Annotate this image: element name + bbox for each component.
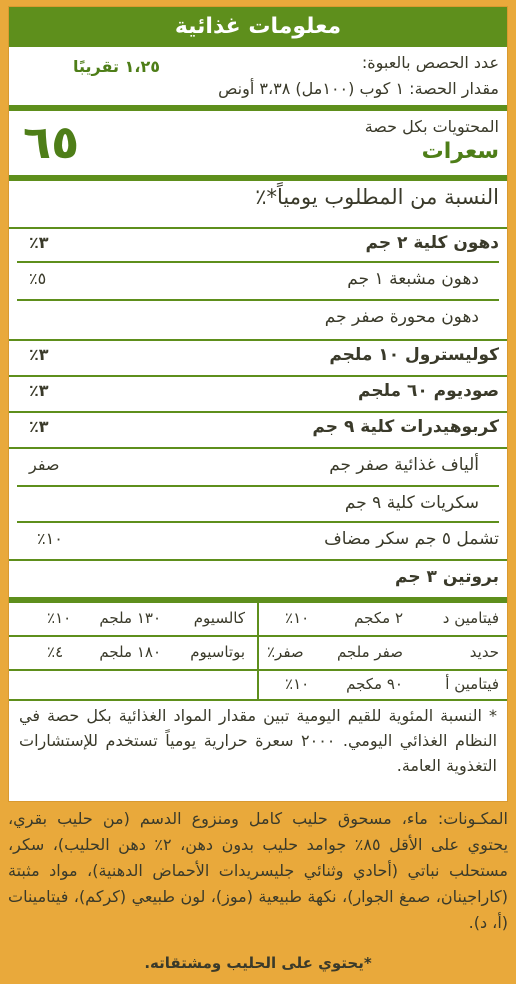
sodium-label: صوديوم ٦٠ ملجم	[358, 381, 499, 401]
divider	[9, 411, 507, 413]
saturated-fat-dv: ٥٪	[29, 269, 47, 288]
vitamin-a-amount: ٩٠ مكجم	[346, 675, 403, 693]
carbohydrates-label: كربوهيدرات كلية ٩ جم	[312, 417, 499, 437]
potassium-amount: ١٨٠ ملجم	[99, 643, 161, 661]
divider	[17, 299, 499, 301]
fiber-dv: صفر	[29, 455, 60, 474]
serving-size: مقدار الحصة: ١ كوب (١٠٠مل) ٣،٣٨ أونص	[218, 79, 499, 98]
cholesterol-dv: ٣٪	[29, 345, 49, 364]
vitamin-d-dv: ١٠٪	[285, 609, 310, 627]
iron-amount: صفر ملجم	[336, 643, 403, 661]
servings-value: ١،٢٥ تقريبًا	[73, 57, 160, 76]
allergen-statement: *يحتوي على الحليب ومشتقاته.	[144, 954, 372, 972]
potassium-dv: ٤٪	[47, 643, 64, 661]
divider-thick	[9, 105, 507, 111]
added-sugar-label: تشمل ٥ جم سكر مضاف	[324, 529, 499, 549]
iron-name: حديد	[469, 643, 499, 661]
ingredients-text: المكـونات: ماء، مسحوق حليب كامل ومنزوع الدسم (من حليب بقري، يحتوي على الأقل ٨٥٪ جوامد حليب بدون دهن، ٢٪ دهن الحليب)، سكر، مستحلب نباتي (أحادي وثنائي جليسريدات الأحماض الدهنية)، مواد مثبتة (كاراجينان، صمغ الجوار)، نكهة طبيعية (موز)، لون طبيعي (كركم)، فيتامينات (أ، د).	[8, 809, 509, 932]
calcium-name: كالسيوم	[193, 609, 245, 627]
divider	[9, 669, 507, 671]
divider	[17, 261, 499, 263]
divider	[17, 485, 499, 487]
divider	[9, 375, 507, 377]
vitamin-d-amount: ٢ مكجم	[354, 609, 403, 627]
cholesterol-label: كوليسترول ١٠ ملجم	[329, 345, 499, 365]
servings-label: عدد الحصص بالعبوة:	[361, 53, 499, 72]
divider	[9, 227, 507, 229]
carbohydrates-dv: ٣٪	[29, 417, 49, 436]
divider	[17, 521, 499, 523]
vitamin-a-dv: ١٠٪	[285, 675, 310, 693]
divider	[9, 699, 507, 701]
protein-label: بروتين ٣ جم	[395, 567, 499, 587]
fiber-label: ألياف غذائية صفر جم	[329, 455, 479, 475]
potassium-name: بوتاسيوم	[190, 643, 245, 661]
calories-value: ٦٥	[23, 115, 80, 169]
total-fat-label: دهون كلية ٢ جم	[365, 233, 499, 253]
divider-thick	[9, 175, 507, 181]
sodium-dv: ٣٪	[29, 381, 49, 400]
calcium-amount: ١٣٠ ملجم	[99, 609, 161, 627]
iron-dv: صفر٪	[267, 643, 304, 661]
trans-fat-label: دهون محورة صفر جم	[324, 307, 479, 327]
nutrition-title: معلومات غذائية	[9, 7, 507, 47]
nutrition-facts-panel	[8, 6, 508, 802]
saturated-fat-label: دهون مشبعة ١ جم	[347, 269, 479, 289]
divider	[9, 635, 507, 637]
calories-label: سعرات	[421, 139, 499, 164]
vitamin-column-divider	[257, 603, 259, 699]
divider	[9, 447, 507, 449]
total-fat-dv: ٣٪	[29, 233, 49, 252]
daily-value-footnote: * النسبة المئوية للقيم اليومية تبين مقدار المواد الغذائية بكل حصة في النظام الغذائي اليومي. ٢٠٠٠ سعرة حرارية يومياً تستخدم للإستشارات التغذوية العامة.	[19, 706, 498, 775]
vitamin-d-name: فيتامين د	[442, 609, 499, 627]
added-sugar-dv: ١٠٪	[37, 529, 63, 548]
divider	[9, 339, 507, 341]
daily-value-header: النسبة من المطلوب يومياً*٪	[255, 185, 499, 209]
divider	[9, 559, 507, 561]
sugars-label: سكريات كلية ٩ جم	[344, 493, 479, 513]
amount-per-serving: المحتويات بكل حصة	[364, 117, 499, 136]
vitamin-a-name: فيتامين أ	[445, 675, 499, 693]
calcium-dv: ١٠٪	[47, 609, 72, 627]
